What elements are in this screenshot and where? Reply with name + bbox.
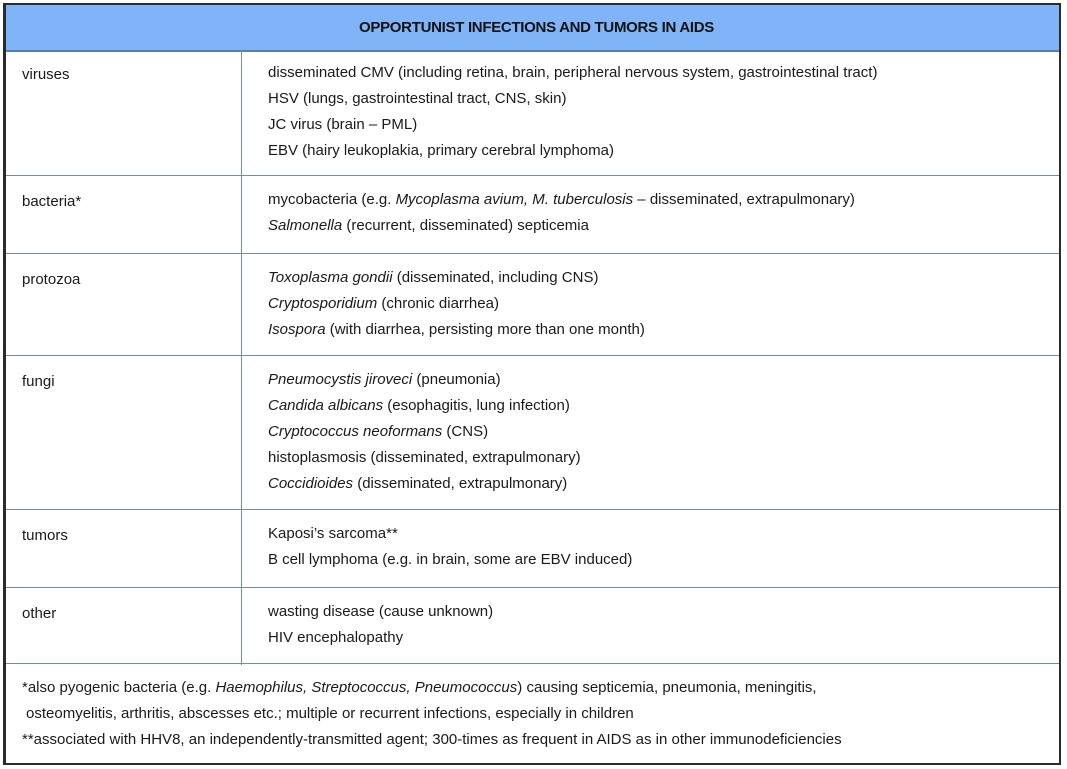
item-list: [268, 367, 581, 497]
list-item: [268, 265, 645, 291]
table-row: [6, 357, 1059, 510]
column-divider: [241, 50, 242, 177]
text-segment: Kaposi’s sarcoma**: [268, 525, 398, 542]
item-list: [268, 599, 493, 651]
list-item: [268, 471, 581, 497]
table-row: [6, 255, 1059, 356]
list-item: [268, 599, 493, 625]
list-item: [268, 393, 581, 419]
footnotes: [22, 675, 842, 753]
italic-term: Toxoplasma gondii: [268, 269, 393, 286]
list-item: [268, 547, 632, 573]
table-header: [6, 5, 1059, 52]
column-divider: [241, 357, 242, 511]
text-segment: HIV encephalopathy: [268, 629, 404, 646]
list-item: [268, 625, 493, 651]
category-label: tumors: [22, 527, 68, 544]
column-divider: [241, 589, 242, 665]
text-segment: B cell lymphoma (e.g. in brain, some are EBV induced): [268, 551, 633, 568]
italic-term: Candida albicans: [268, 397, 384, 414]
text-segment: (disseminated, including CNS): [392, 269, 599, 286]
text-segment: – disseminated, extrapulmonary): [633, 191, 855, 208]
category-label: fungi: [22, 373, 55, 390]
text-segment: (chronic diarrhea): [377, 295, 499, 312]
footnote-line: [22, 675, 842, 701]
text-segment: disseminated CMV (including retina, brain, peripheral nervous system, gastrointestinal tract): [268, 64, 878, 81]
italic-term: Haemophilus, Streptococcus, Pneumococcus: [215, 679, 518, 696]
footnote-line: [22, 701, 842, 727]
italic-term: Cryptococcus neoformans: [268, 423, 443, 440]
table-row: [6, 511, 1059, 588]
text-segment: *also pyogenic bacteria (e.g.: [22, 679, 216, 696]
italic-term: Cryptosporidium: [268, 295, 378, 312]
italic-term: Mycoplasma avium, M. tuberculosis: [395, 191, 634, 208]
text-segment: (recurrent, disseminated) septicemia: [342, 217, 589, 234]
text-segment: EBV (hairy leukoplakia, primary cerebral lymphoma): [268, 142, 614, 159]
text-segment: wasting disease (cause unknown): [268, 603, 494, 620]
text-segment: (esophagitis, lung infection): [383, 397, 570, 414]
item-list: [268, 60, 877, 164]
column-divider: [241, 177, 242, 255]
item-list: [268, 187, 855, 239]
category-label: bacteria*: [22, 193, 82, 210]
column-divider: [241, 255, 242, 357]
italic-term: Coccidioides: [268, 475, 354, 492]
list-item: [268, 419, 581, 445]
text-segment: (pneumonia): [412, 371, 501, 388]
category-label: other: [22, 605, 57, 622]
list-item: [268, 521, 632, 547]
list-item: [268, 86, 877, 112]
text-segment: mycobacteria (e.g.: [268, 191, 396, 208]
list-item: [268, 213, 855, 239]
item-list: [268, 521, 632, 573]
text-segment: (CNS): [442, 423, 489, 440]
category-label: viruses: [22, 66, 70, 83]
text-segment: osteomyelitis, arthritis, abscesses etc.; multiple or recurrent infections, especially in children: [26, 705, 634, 722]
category-label: protozoa: [22, 271, 81, 288]
list-item: [268, 138, 877, 164]
column-divider: [241, 511, 242, 589]
text-segment: (with diarrhea, persisting more than one month): [325, 321, 645, 338]
list-item: [268, 445, 581, 471]
list-item: [268, 187, 855, 213]
footnote-line: [22, 727, 842, 753]
text-segment: JC virus (brain – PML): [268, 116, 418, 133]
text-segment: ) causing septicemia, pneumonia, meningitis,: [517, 679, 817, 696]
italic-term: Salmonella: [268, 217, 343, 234]
italic-term: Pneumocystis jiroveci: [268, 371, 413, 388]
table-row: [6, 50, 1059, 176]
table-row: [6, 589, 1059, 664]
aids-infections-table: [3, 3, 1061, 765]
text-segment: histoplasmosis (disseminated, extrapulmonary): [268, 449, 581, 466]
table-title: OPPORTUNIST INFECTIONS AND TUMORS IN AIDS: [359, 19, 714, 36]
italic-term: Isospora: [268, 321, 326, 338]
text-segment: (disseminated, extrapulmonary): [353, 475, 568, 492]
text-segment: HSV (lungs, gastrointestinal tract, CNS, skin): [268, 90, 567, 107]
list-item: [268, 112, 877, 138]
list-item: [268, 367, 581, 393]
list-item: [268, 60, 877, 86]
table-row: [6, 177, 1059, 254]
list-item: [268, 291, 645, 317]
item-list: [268, 265, 645, 343]
text-segment: **associated with HHV8, an independently-transmitted agent; 300-times as frequent in AIDS as in other immunodeficiencies: [22, 731, 842, 748]
list-item: [268, 317, 645, 343]
